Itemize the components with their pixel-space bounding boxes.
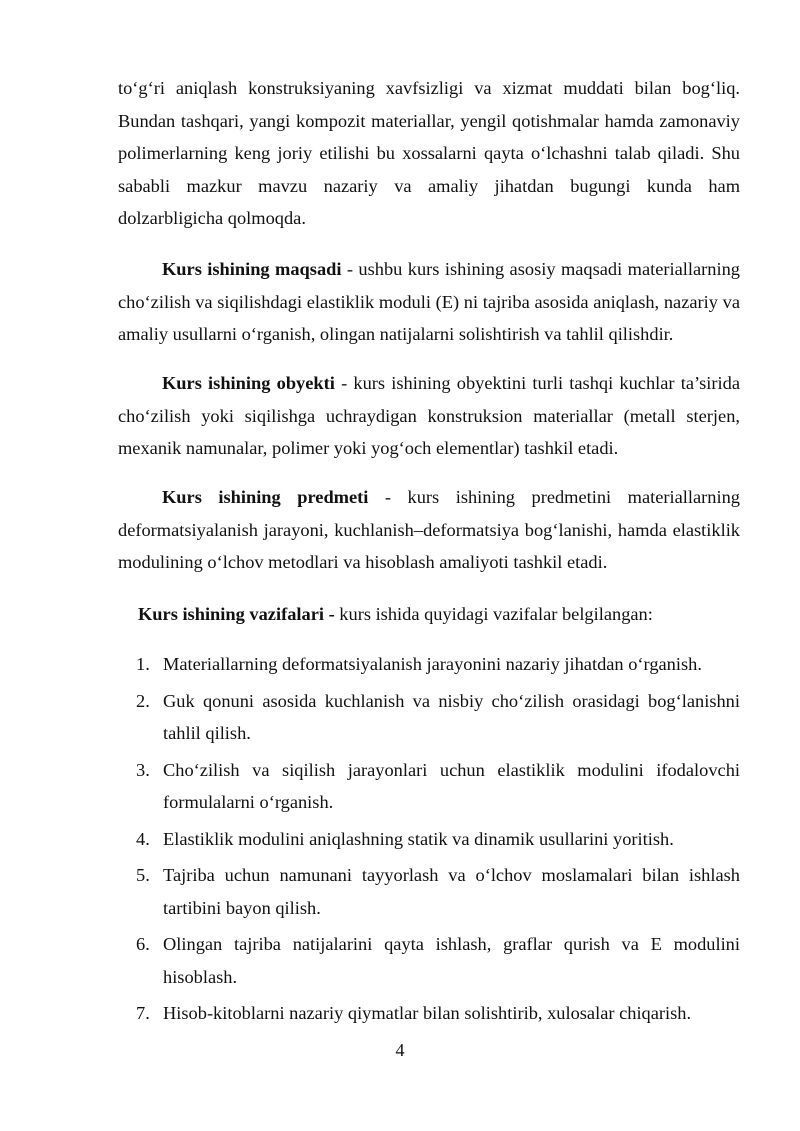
goal-text: - ushbu kurs ishining asosiy maqsadi materiallarning cho‘zilish va siqilishdagi elastiklik moduli (E) ni tajriba asosida aniqlash, nazariy va amaliy usullarni o‘rganish, olingan natijalarni solishtirish va tahlil qilishdir.: [118, 259, 740, 344]
goal-label: Kurs ishining maqsadi: [162, 259, 342, 279]
page-number: 4: [395, 1040, 405, 1060]
task-list: [136, 648, 740, 1034]
list-item-number: 1.: [136, 654, 150, 674]
list-item: [136, 823, 740, 856]
intro-paragraph: to‘g‘ri aniqlash konstruksiyaning xavfsizligi va xizmat muddati bilan bog‘liq. Bundan tashqari, yangi kompozit materiallar, yengil qotishmalar hamda zamonaviy polimerlarning keng joriy etilishi bu xossalarni qayta o‘lchashni talab qiladi. Shu sababli mazkur mavzu nazariy va amaliy jihatdan bugungi kunda ham dolzarbligicha qolmoqda.: [118, 78, 740, 228]
list-item: [136, 648, 740, 681]
list-item-number: 6.: [136, 934, 150, 954]
tasks-intro-text: kurs ishida quyidagi vazifalar belgilangan:: [334, 604, 653, 624]
subject-paragraph: [118, 481, 740, 579]
goal-paragraph: [118, 253, 740, 351]
tasks-label: Kurs ishining vazifalari -: [138, 604, 335, 624]
list-item: [136, 754, 740, 819]
list-item-number: 4.: [136, 828, 150, 849]
list-item: [136, 859, 740, 924]
list-item-text: Materiallarning deformatsiyalanish jarayonini nazariy jihatdan o‘rganish.: [163, 654, 702, 674]
list-item-number: 5.: [136, 865, 150, 885]
list-item-text: Hisob-kitoblarni nazariy qiymatlar bilan solishtirib, xulosalar chiqarish.: [163, 1003, 692, 1023]
list-item-number: 7.: [136, 1003, 150, 1023]
list-item: [136, 997, 740, 1030]
list-item-number: 2.: [136, 690, 150, 711]
object-paragraph: [118, 367, 740, 465]
list-item-text: Olingan tajriba natijalarini qayta ishlash, graflar qurish va E modulini hisoblash.: [163, 934, 740, 987]
list-item: [136, 928, 740, 993]
object-label: Kurs ishining obyekti: [162, 373, 335, 393]
list-item-number: 3.: [136, 759, 150, 780]
tasks-heading: [138, 598, 740, 631]
list-item-text: Guk qonuni asosida kuchlanish va nisbiy cho‘zilish orasidagi bog‘lanishni tahlil qilish.: [163, 690, 740, 743]
list-item-text: Elastiklik modulini aniqlashning statik va dinamik usullarini yoritish.: [163, 828, 674, 849]
object-text: - kurs ishining obyektini turli tashqi kuchlar ta’sirida cho‘zilish yoki siqilishga uchraydigan konstruksion materiallar (metall sterjen, mexanik namunalar, polimer yoki yog‘och elementlar) tashkil etadi.: [118, 373, 740, 458]
subject-text: - kurs ishining predmetini materiallarning deformatsiyalanish jarayoni, kuchlanish–deformatsiya bog‘lanishi, hamda elastiklik modulining o‘lchov metodlari va hisoblash amaliyoti tashkil etadi.: [118, 487, 741, 572]
list-item-text: Tajriba uchun namunani tayyorlash va o‘lchov moslamalari bilan ishlash tartibini bayon qilish.: [163, 865, 740, 918]
subject-label: Kurs ishining predmeti: [162, 487, 369, 507]
list-item: [136, 685, 740, 750]
list-item-text: Cho‘zilish va siqilish jarayonlari uchun elastiklik modulini ifodalovchi formulalarni o‘rganish.: [163, 759, 740, 812]
